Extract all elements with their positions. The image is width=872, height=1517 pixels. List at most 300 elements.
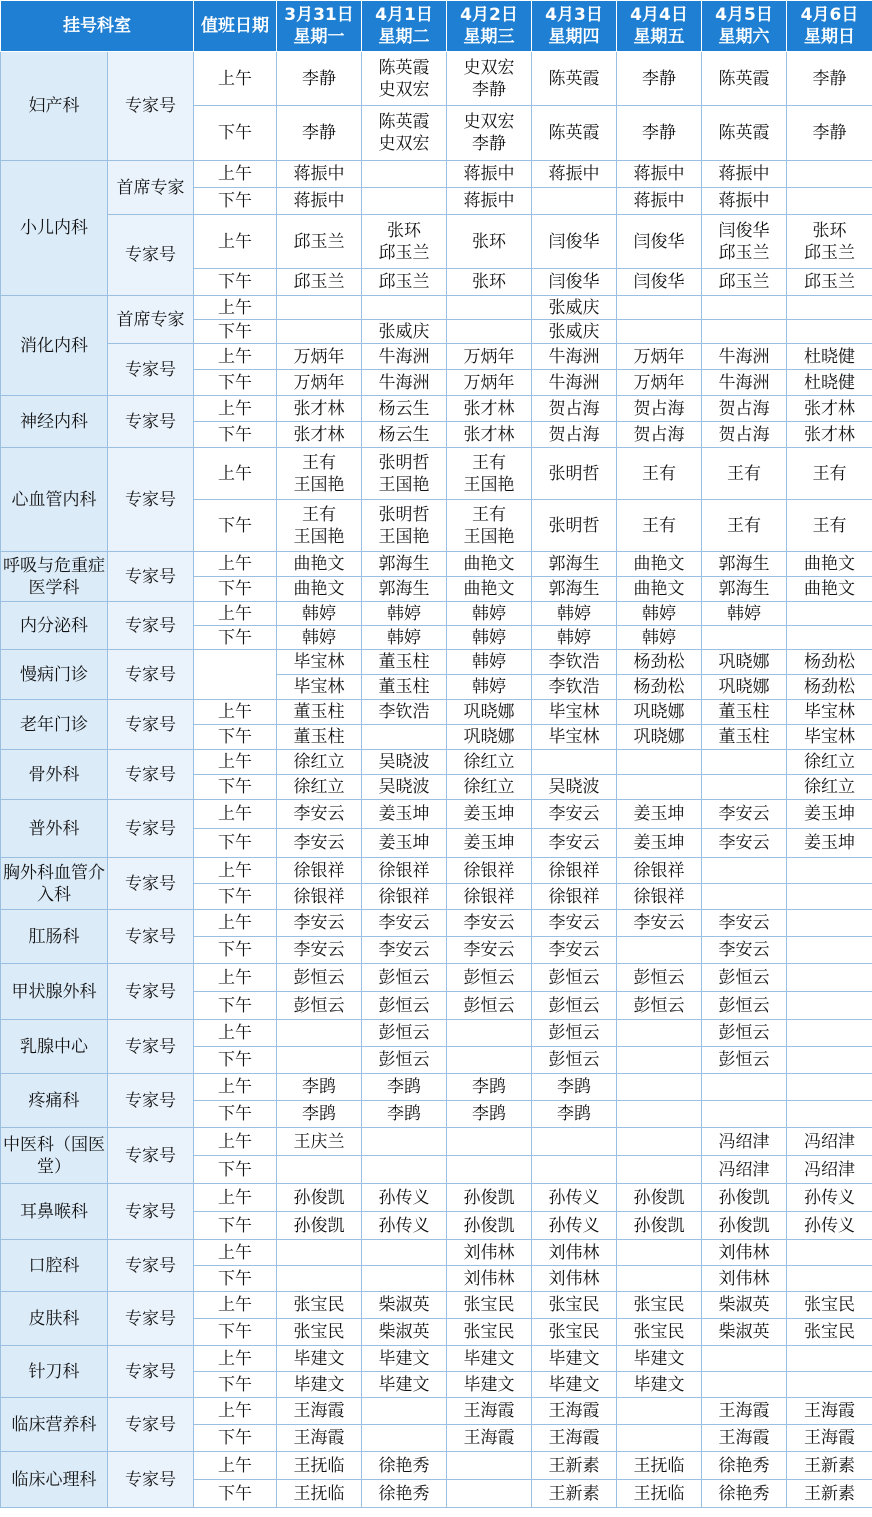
schedule-row	[1, 1020, 872, 1047]
period-cell: 下午	[194, 269, 277, 296]
doctor-name: 王有	[302, 452, 336, 473]
doctor-name: 万炳年	[293, 372, 345, 393]
duty-date-header: 值班日期	[194, 1, 277, 52]
doctor-cell	[447, 106, 532, 161]
department-cell: 妇产科	[1, 52, 108, 161]
doctor-cell	[277, 161, 362, 188]
doctor-name: 蒋振中	[293, 164, 345, 184]
doctor-name: 牛海洲	[718, 372, 770, 393]
doctor-name: 董玉柱	[378, 677, 430, 697]
registration-type-cell: 专家号	[108, 1184, 194, 1240]
day-header	[702, 1, 787, 52]
doctor-cell	[277, 1266, 362, 1292]
day-date: 3月31日	[284, 5, 354, 25]
day-date: 4月5日	[715, 5, 773, 25]
doctor-cell	[787, 1156, 872, 1184]
doctor-cell	[277, 1240, 362, 1266]
doctor-cell	[447, 422, 532, 448]
doctor-name: 徐银祥	[548, 860, 600, 881]
doctor-cell	[277, 1212, 362, 1240]
doctor-cell	[787, 1128, 872, 1156]
doctor-cell	[617, 106, 702, 161]
doctor-name: 王国艳	[463, 474, 515, 495]
doctor-name: 张宝民	[463, 1295, 515, 1315]
doctor-cell	[532, 1266, 617, 1292]
doctor-name: 徐银祥	[463, 860, 515, 881]
doctor-cell	[277, 829, 362, 858]
doctor-cell	[617, 1346, 702, 1372]
schedule-row	[1, 396, 872, 422]
department-cell: 胸外科血管介入科	[1, 858, 108, 910]
doctor-name: 姜玉坤	[804, 833, 855, 853]
doctor-cell	[362, 500, 447, 552]
period-cell: 下午	[194, 1372, 277, 1398]
doctor-name: 曲艳文	[293, 554, 345, 574]
doctor-cell	[277, 269, 362, 296]
doctor-name: 王海霞	[548, 1401, 600, 1421]
doctor-cell	[447, 269, 532, 296]
day-weekday: 星期五	[633, 27, 685, 47]
schedule-row	[1, 296, 872, 320]
day-header	[532, 1, 617, 52]
doctor-cell	[702, 552, 787, 577]
doctor-name: 王有	[302, 504, 336, 525]
doctor-cell	[532, 675, 617, 700]
schedule-row	[1, 910, 872, 937]
doctor-cell	[277, 1020, 362, 1047]
doctor-name: 邱玉兰	[378, 272, 430, 292]
doctor-cell	[702, 910, 787, 937]
doctor-name: 蒋振中	[463, 164, 515, 184]
doctor-cell	[277, 1292, 362, 1319]
doctor-name: 巩晓娜	[718, 677, 770, 697]
doctor-cell	[702, 700, 787, 725]
doctor-name: 闫俊华	[633, 231, 685, 252]
doctor-cell	[277, 884, 362, 910]
department-cell: 疼痛科	[1, 1074, 108, 1128]
doctor-cell	[447, 700, 532, 725]
doctor-name: 万炳年	[633, 372, 685, 393]
doctor-name: 徐银祥	[633, 860, 685, 881]
doctor-name: 王海霞	[804, 1401, 855, 1421]
doctor-cell	[532, 884, 617, 910]
doctor-name: 张威庆	[548, 297, 600, 318]
doctor-cell	[277, 1156, 362, 1184]
doctor-cell	[702, 800, 787, 829]
doctor-cell	[617, 602, 702, 626]
doctor-name: 张威庆	[548, 321, 600, 342]
doctor-cell	[702, 675, 787, 700]
doctor-name: 闫俊华	[633, 272, 685, 292]
doctor-name: 韩婷	[387, 603, 421, 624]
doctor-name: 李鹍	[302, 1104, 336, 1124]
registration-type-cell: 专家号	[108, 1074, 194, 1128]
doctor-cell	[532, 577, 617, 602]
doctor-cell	[532, 1184, 617, 1212]
doctor-name: 孙俊凯	[718, 1215, 770, 1236]
doctor-cell	[532, 448, 617, 500]
doctor-cell	[702, 577, 787, 602]
doctor-cell	[787, 1184, 872, 1212]
schedule-row	[1, 700, 872, 725]
doctor-name: 张宝民	[804, 1295, 855, 1315]
doctor-cell	[617, 775, 702, 800]
doctor-name: 李安云	[633, 913, 685, 933]
doctor-name: 王有	[812, 515, 847, 536]
period-cell: 上午	[194, 858, 277, 884]
doctor-cell	[617, 422, 702, 448]
doctor-name: 杨劲松	[633, 677, 685, 697]
doctor-cell	[787, 396, 872, 422]
doctor-name: 万炳年	[293, 346, 345, 367]
doctor-name: 邱玉兰	[718, 272, 770, 292]
doctor-name: 徐银祥	[633, 886, 685, 907]
doctor-cell	[787, 1372, 872, 1398]
doctor-cell	[447, 577, 532, 602]
doctor-name: 王庆兰	[293, 1131, 345, 1152]
doctor-cell	[702, 1240, 787, 1266]
doctor-name: 李鹍	[557, 1104, 591, 1124]
period-cell: 下午	[194, 422, 277, 448]
doctor-cell	[702, 1020, 787, 1047]
doctor-cell	[447, 937, 532, 964]
doctor-cell	[787, 910, 872, 937]
doctor-cell	[532, 269, 617, 296]
doctor-name: 李静	[472, 134, 506, 154]
doctor-cell	[447, 964, 532, 992]
doctor-cell	[787, 344, 872, 370]
schedule-row	[1, 52, 872, 106]
department-cell: 耳鼻喉科	[1, 1184, 108, 1240]
doctor-name: 徐红立	[293, 752, 345, 772]
doctor-cell	[362, 1101, 447, 1128]
doctor-name: 董玉柱	[293, 727, 345, 747]
doctor-cell	[277, 500, 362, 552]
doctor-name: 徐银祥	[548, 886, 600, 907]
doctor-name: 万炳年	[633, 346, 685, 367]
doctor-cell	[532, 1425, 617, 1452]
doctor-cell	[277, 396, 362, 422]
doctor-name: 李静	[302, 68, 336, 89]
doctor-name: 柴淑英	[378, 1322, 430, 1342]
doctor-cell	[447, 1074, 532, 1101]
doctor-cell	[362, 750, 447, 775]
doctor-name: 徐艳秀	[718, 1483, 770, 1504]
doctor-cell	[447, 161, 532, 188]
doctor-cell	[532, 1156, 617, 1184]
doctor-name: 王有	[642, 515, 676, 536]
period-cell: 上午	[194, 1184, 277, 1212]
doctor-cell	[277, 188, 362, 215]
schedule-row	[1, 1184, 872, 1212]
doctor-cell	[277, 1128, 362, 1156]
doctor-name: 李安云	[378, 913, 430, 933]
doctor-cell	[362, 269, 447, 296]
doctor-cell	[787, 1101, 872, 1128]
doctor-name: 徐银祥	[293, 886, 345, 907]
period-cell: 下午	[194, 1212, 277, 1240]
doctor-name: 王海霞	[463, 1428, 515, 1448]
doctor-name: 张明哲	[548, 463, 600, 484]
doctor-cell	[277, 1047, 362, 1074]
doctor-cell	[702, 1212, 787, 1240]
period-cell: 下午	[194, 320, 277, 344]
period-cell: 下午	[194, 577, 277, 602]
doctor-cell	[787, 884, 872, 910]
doctor-cell	[362, 1156, 447, 1184]
period-cell: 下午	[194, 1319, 277, 1346]
doctor-cell	[702, 1319, 787, 1346]
doctor-cell	[362, 1047, 447, 1074]
doctor-cell	[787, 1452, 872, 1480]
doctor-cell	[702, 1156, 787, 1184]
doctor-name: 张宝民	[463, 1322, 515, 1342]
doctor-cell	[617, 884, 702, 910]
doctor-cell	[617, 1372, 702, 1398]
schedule-row	[1, 1128, 872, 1156]
doctor-cell	[787, 700, 872, 725]
doctor-name: 韩婷	[302, 603, 336, 624]
doctor-cell	[447, 1240, 532, 1266]
doctor-cell	[277, 858, 362, 884]
doctor-cell	[277, 296, 362, 320]
doctor-name: 孙传义	[804, 1215, 855, 1236]
department-cell: 甲状腺外科	[1, 964, 108, 1020]
doctor-name: 柴淑英	[718, 1322, 770, 1342]
period-cell: 上午	[194, 964, 277, 992]
period-cell: 下午	[194, 1425, 277, 1452]
doctor-name: 张明哲	[548, 515, 600, 536]
doctor-name: 孙传义	[548, 1187, 600, 1208]
doctor-cell	[787, 1292, 872, 1319]
doctor-name: 张明哲	[378, 504, 430, 525]
doctor-name: 徐红立	[804, 777, 855, 797]
doctor-name: 李静	[302, 123, 336, 143]
doctor-cell	[277, 700, 362, 725]
doctor-name: 史双宏	[463, 57, 515, 78]
doctor-cell	[787, 650, 872, 675]
doctor-cell	[532, 1212, 617, 1240]
doctor-name: 贺占海	[718, 424, 770, 445]
doctor-cell	[787, 188, 872, 215]
doctor-cell	[702, 1398, 787, 1425]
doctor-cell	[447, 1292, 532, 1319]
doctor-cell	[787, 161, 872, 188]
period-cell: 下午	[194, 626, 277, 650]
doctor-cell	[362, 1398, 447, 1425]
doctor-cell	[362, 1480, 447, 1508]
period-cell: 下午	[194, 188, 277, 215]
doctor-name: 王新素	[804, 1455, 855, 1476]
period-cell: 上午	[194, 910, 277, 937]
period-cell: 上午	[194, 161, 277, 188]
doctor-cell	[362, 937, 447, 964]
doctor-cell	[787, 52, 872, 106]
doctor-name: 王有	[642, 463, 676, 484]
registration-type-cell: 专家号	[108, 396, 194, 448]
period-cell: 上午	[194, 700, 277, 725]
doctor-cell	[787, 296, 872, 320]
doctor-cell	[277, 1398, 362, 1425]
doctor-cell	[617, 1398, 702, 1425]
doctor-cell	[702, 1292, 787, 1319]
doctor-name: 毕宝林	[293, 677, 345, 697]
doctor-cell	[787, 500, 872, 552]
doctor-name: 彭恒云	[463, 995, 515, 1016]
doctor-cell	[447, 1480, 532, 1508]
schedule-row	[1, 650, 872, 675]
doctor-name: 姜玉坤	[463, 804, 515, 824]
doctor-cell	[702, 269, 787, 296]
doctor-cell	[447, 1372, 532, 1398]
registration-type-cell: 专家号	[108, 700, 194, 750]
doctor-cell	[787, 1266, 872, 1292]
doctor-cell	[617, 269, 702, 296]
doctor-cell	[277, 626, 362, 650]
period-cell: 下午	[194, 106, 277, 161]
doctor-cell	[702, 296, 787, 320]
doctor-name: 张环	[472, 231, 506, 252]
doctor-name: 李钦浩	[548, 677, 600, 697]
doctor-name: 李鹍	[557, 1077, 591, 1097]
doctor-cell	[617, 992, 702, 1020]
doctor-name: 徐银祥	[378, 860, 430, 881]
department-cell: 乳腺中心	[1, 1020, 108, 1074]
department-header: 挂号科室	[1, 1, 194, 52]
doctor-cell	[362, 829, 447, 858]
doctor-cell	[787, 320, 872, 344]
doctor-cell	[787, 1480, 872, 1508]
schedule-row	[1, 800, 872, 829]
doctor-cell	[277, 725, 362, 750]
doctor-cell	[447, 1212, 532, 1240]
doctor-cell	[532, 552, 617, 577]
doctor-name: 王国艳	[293, 474, 345, 495]
doctor-name: 毕宝林	[548, 702, 600, 722]
doctor-cell	[702, 1372, 787, 1398]
doctor-cell	[362, 800, 447, 829]
doctor-cell	[787, 448, 872, 500]
doctor-cell	[532, 1452, 617, 1480]
doctor-name: 徐艳秀	[378, 1483, 430, 1504]
doctor-cell	[447, 448, 532, 500]
doctor-cell	[702, 422, 787, 448]
day-weekday: 星期二	[378, 27, 430, 47]
doctor-name: 刘伟林	[548, 1242, 600, 1263]
doctor-name: 董玉柱	[378, 652, 430, 672]
doctor-cell	[447, 1452, 532, 1480]
doctor-name: 刘伟林	[548, 1268, 600, 1289]
doctor-name: 李静	[642, 123, 676, 143]
doctor-cell	[362, 320, 447, 344]
doctor-cell	[702, 1101, 787, 1128]
doctor-name: 张才林	[804, 424, 855, 445]
doctor-name: 贺占海	[633, 398, 685, 419]
doctor-cell	[532, 700, 617, 725]
doctor-name: 王有	[727, 515, 761, 536]
doctor-cell	[532, 52, 617, 106]
doctor-name: 张宝民	[548, 1322, 600, 1342]
period-cell: 下午	[194, 1266, 277, 1292]
doctor-cell	[532, 422, 617, 448]
doctor-cell	[277, 1372, 362, 1398]
doctor-name: 李安云	[548, 804, 600, 824]
doctor-cell	[702, 725, 787, 750]
doctor-cell	[362, 1425, 447, 1452]
doctor-name: 彭恒云	[378, 967, 430, 988]
doctor-name: 杨劲松	[804, 652, 855, 672]
doctor-name: 杨劲松	[804, 677, 855, 697]
doctor-name: 牛海洲	[718, 346, 770, 367]
doctor-cell	[617, 1212, 702, 1240]
doctor-name: 王有	[727, 463, 761, 484]
doctor-cell	[532, 750, 617, 775]
doctor-name: 徐红立	[293, 777, 345, 797]
doctor-name: 李静	[642, 68, 676, 89]
doctor-cell	[447, 1047, 532, 1074]
doctor-cell	[277, 675, 362, 700]
doctor-cell	[362, 1452, 447, 1480]
doctor-cell	[787, 1020, 872, 1047]
doctor-cell	[702, 858, 787, 884]
doctor-cell	[702, 161, 787, 188]
doctor-name: 曲艳文	[463, 554, 515, 574]
doctor-cell	[362, 964, 447, 992]
doctor-cell	[362, 626, 447, 650]
doctor-cell	[277, 800, 362, 829]
doctor-cell	[277, 1346, 362, 1372]
doctor-name: 李安云	[293, 940, 345, 960]
doctor-cell	[617, 1480, 702, 1508]
doctor-cell	[362, 1346, 447, 1372]
doctor-cell	[447, 800, 532, 829]
doctor-name: 冯绍津	[718, 1131, 770, 1152]
doctor-cell	[702, 1452, 787, 1480]
day-date: 4月6日	[800, 5, 859, 25]
doctor-cell	[277, 320, 362, 344]
doctor-name: 邱玉兰	[293, 231, 345, 252]
doctor-name: 张威庆	[378, 321, 430, 342]
schedule-row	[1, 1074, 872, 1101]
doctor-name: 李安云	[718, 804, 770, 824]
doctor-name: 万炳年	[463, 346, 515, 367]
schedule-row	[1, 964, 872, 992]
doctor-name: 王有	[812, 463, 847, 484]
doctor-name: 李安云	[378, 940, 430, 960]
doctor-cell	[787, 858, 872, 884]
period-cell: 上午	[194, 1240, 277, 1266]
doctor-cell	[617, 448, 702, 500]
day-header	[617, 1, 702, 52]
doctor-name: 徐艳秀	[378, 1455, 430, 1476]
doctor-cell	[447, 992, 532, 1020]
doctor-cell	[447, 296, 532, 320]
department-cell: 小儿内科	[1, 161, 108, 296]
doctor-name: 张环	[472, 272, 506, 292]
doctor-name: 毕建文	[548, 1348, 600, 1369]
doctor-cell	[532, 1480, 617, 1508]
doctor-name: 王海霞	[718, 1428, 770, 1448]
doctor-cell	[532, 1319, 617, 1346]
doctor-name: 彭恒云	[293, 995, 345, 1016]
doctor-cell	[532, 1292, 617, 1319]
doctor-cell	[787, 269, 872, 296]
doctor-cell	[277, 1319, 362, 1346]
doctor-name: 王国艳	[463, 526, 515, 547]
doctor-name: 毕宝林	[804, 702, 855, 722]
doctor-name: 张才林	[293, 398, 345, 419]
doctor-cell	[532, 725, 617, 750]
